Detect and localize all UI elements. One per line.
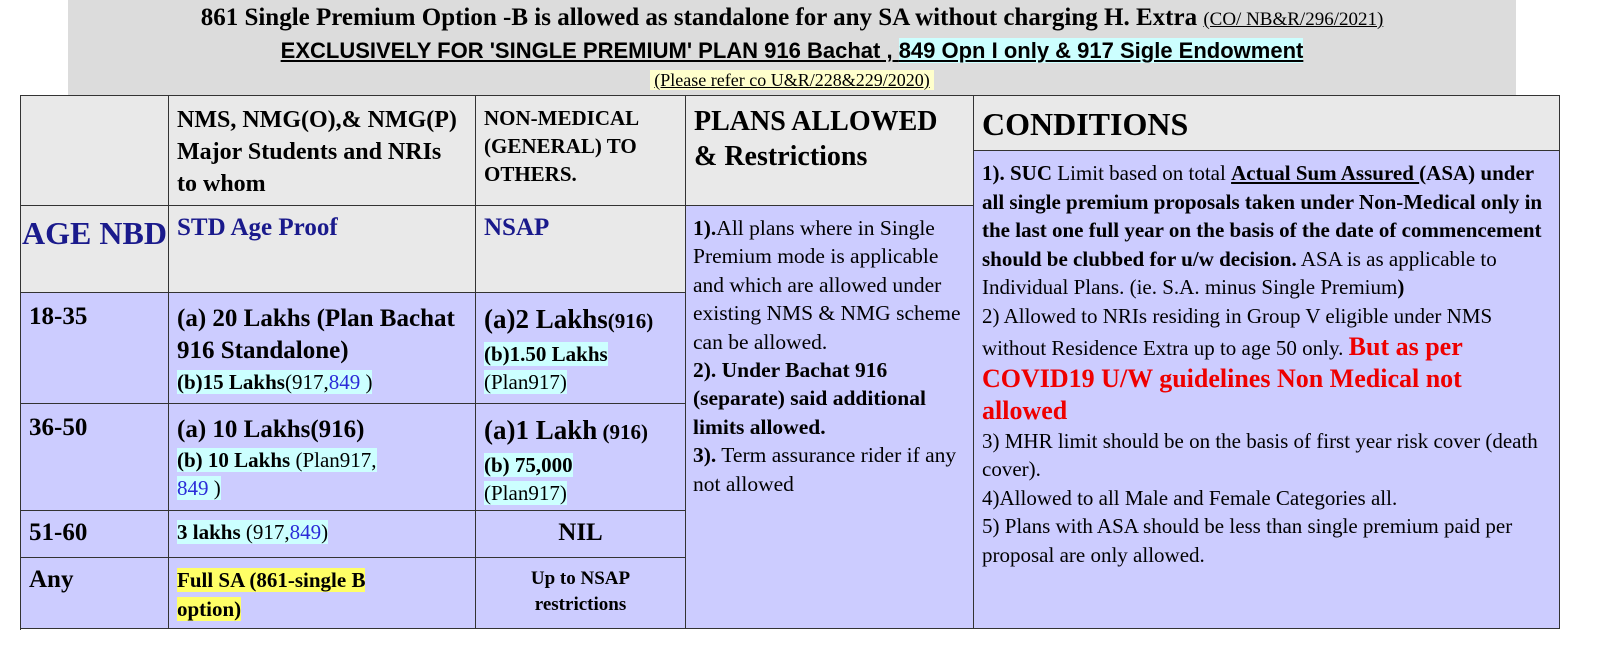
plan-rule-3: [693, 441, 966, 498]
condition-1-rest: ASA is as applicable to Individual Plans. (ie. S.A. minus Single Premium: [982, 246, 1497, 300]
nms-limit-18-35-b-plan849: 849: [328, 370, 361, 394]
condition-2-text: 2) Allowed to NRIs residing in Group V eligible under NMS without Residence Extra up to age 50 only.: [982, 303, 1493, 360]
conditions-cell: [974, 151, 1560, 629]
plan-rule-3-text: Term assurance rider if any not allowed: [693, 443, 957, 496]
age-row-51-60: [21, 511, 169, 558]
nms-limit-36-50-b-amount: (b) 10 Lakhs: [177, 448, 291, 472]
nms-limit-36-50-b-close: ): [208, 476, 221, 500]
nms-limit-18-35-b: [177, 367, 467, 397]
plan-rule-1-text: All plans where in Single Premium mode is applicable and which are allowed under existing NMS & NMG scheme can be allowed.: [693, 216, 961, 354]
plan-rule-3-number: 3).: [693, 443, 717, 468]
age-51-60: 51-60: [29, 519, 88, 546]
header-plans-highlight: 849 Opn I only & 917 Sigle Endowment: [898, 38, 1304, 63]
gen-limit-51-60: [476, 511, 686, 558]
plans-column-header-text: PLANS ALLOWED & Restrictions: [694, 106, 938, 172]
nms-limit-51-60-close: ): [321, 520, 329, 544]
gen-limit-any-text: Up to NSAP restrictions: [530, 568, 631, 615]
condition-1-asa: Actual Sum Assured: [1231, 161, 1420, 185]
nonmed-column-header: [476, 96, 686, 206]
nms-limit-51-60-plan849: 849: [289, 520, 322, 544]
nsap-text: NSAP: [484, 214, 550, 241]
nms-limit-36-50-b: [177, 446, 467, 502]
nms-limit-51-60-plan: (917,: [240, 520, 290, 544]
gen-limit-18-35-a: (a)2 Lakhs: [484, 304, 608, 334]
nms-limit-18-35-a: (a) 20 Lakhs (Plan Bachat 916 Standalone): [177, 305, 455, 364]
nms-limit-18-35-b-amount: (b)15 Lakhs: [177, 370, 285, 394]
gen-limit-36-50-a-plan: (916): [597, 420, 649, 444]
gen-limit-36-50-b: (b) 75,000: [484, 453, 573, 477]
age-row-36-50: [21, 404, 169, 511]
nms-limit-18-35-b-plan: (917,: [284, 370, 329, 394]
age-row-any: [21, 558, 169, 629]
nms-limit-36-50-b-plan: (Plan917,: [290, 448, 377, 472]
nms-limit-18-35-b-close: ): [360, 370, 373, 394]
condition-1: [982, 159, 1551, 302]
limits-table: [20, 95, 1560, 630]
plan-rule-1: [693, 214, 966, 356]
header-reference: (CO/ NB&R/296/2021): [1203, 9, 1384, 30]
gen-limit-36-50: [476, 404, 686, 511]
std-age-proof-text: STD Age Proof: [177, 214, 338, 241]
nms-limit-36-50: [169, 404, 476, 511]
header-line-1: [68, 4, 1516, 32]
header-exclusive-text: EXCLUSIVELY FOR 'SINGLE PREMIUM' PLAN 916 Bachat ,: [280, 38, 899, 63]
nonmed-column-header-text: NON-MEDICAL (GENERAL) TO OTHERS.: [484, 106, 639, 186]
std-age-proof: [169, 206, 476, 293]
condition-1-number: 1). SUC: [982, 161, 1053, 185]
gen-limit-18-35-a-plan: (916): [607, 309, 654, 333]
age-18-35: 18-35: [29, 303, 88, 330]
condition-1-lead: Limit based on total: [1052, 161, 1232, 185]
age-any: Any: [29, 566, 74, 593]
gen-limit-36-50-b-plan: (Plan917): [484, 481, 567, 505]
gen-limit-51-60-nil: NIL: [558, 519, 603, 546]
gen-limit-36-50-a: (a)1 Lakh: [484, 415, 598, 445]
plan-rule-2: 2). Under Bachat 916 (separate) said additional limits allowed.: [693, 358, 926, 439]
condition-5: 5) Plans with ASA should be less than single premium paid per proposal are only allowed.: [982, 514, 1513, 567]
nms-limit-36-50-b-plan849: 849: [177, 476, 209, 500]
nms-column-header: [169, 96, 476, 206]
plans-column-header: [686, 96, 974, 206]
nms-limit-36-50-a: (a) 10 Lakhs(916): [177, 416, 365, 443]
age-nbd-text: AGE NBD: [22, 215, 167, 251]
condition-3: 3) MHR limit should be on the basis of first year risk cover (death cover).: [982, 428, 1538, 482]
condition-1-bold: (ASA) under all single premium proposals taken under Non-Medical only in the last one full year on the basis of the date of commencement should be clubbed for u/w decision.: [982, 161, 1543, 271]
header-line-2: [68, 38, 1516, 64]
gen-limit-18-35-b: (b)1.50 Lakhs: [484, 342, 608, 366]
nms-limit-18-35: [169, 293, 476, 404]
conditions-column-header: [974, 96, 1560, 151]
full-sa-861-option: Full SA (861-single B option): [177, 568, 366, 621]
plan-rule-1-number: 1).: [693, 216, 717, 240]
header-banner: [68, 0, 1516, 95]
corner-cell: [21, 96, 169, 206]
nsap-label: [476, 206, 686, 293]
nms-limit-51-60-amount: 3 lakhs: [177, 520, 241, 544]
condition-4: 4)Allowed to all Male and Female Categories all.: [982, 485, 1398, 510]
header-title: 861 Single Premium Option -B is allowed as standalone for any SA without charging H. Extra: [200, 4, 1204, 31]
age-36-50: 36-50: [29, 414, 88, 441]
plans-cell: [686, 206, 974, 629]
nms-column-header-text: NMS, NMG(O),& NMG(P) Major Students and NRIs to whom: [177, 107, 457, 197]
gen-limit-18-35-b-plan: (Plan917): [484, 370, 567, 394]
header-refer-note: (Please refer co U&R/228&229/2020): [650, 70, 933, 90]
nms-limit-any: [169, 558, 476, 629]
gen-limit-18-35: [476, 293, 686, 404]
condition-2-covid-warning: But as per COVID19 U/W guidelines Non Medical not allowed: [982, 331, 1463, 425]
conditions-column-header-text: CONDITIONS: [982, 106, 1189, 142]
age-nbd-header: [21, 206, 169, 293]
age-row-18-35: [21, 293, 169, 404]
condition-1-end: ): [1397, 275, 1405, 300]
nms-limit-51-60: [169, 511, 476, 558]
condition-2: [982, 302, 1551, 427]
gen-limit-any: [476, 558, 686, 629]
header-line-3: [68, 70, 1516, 91]
